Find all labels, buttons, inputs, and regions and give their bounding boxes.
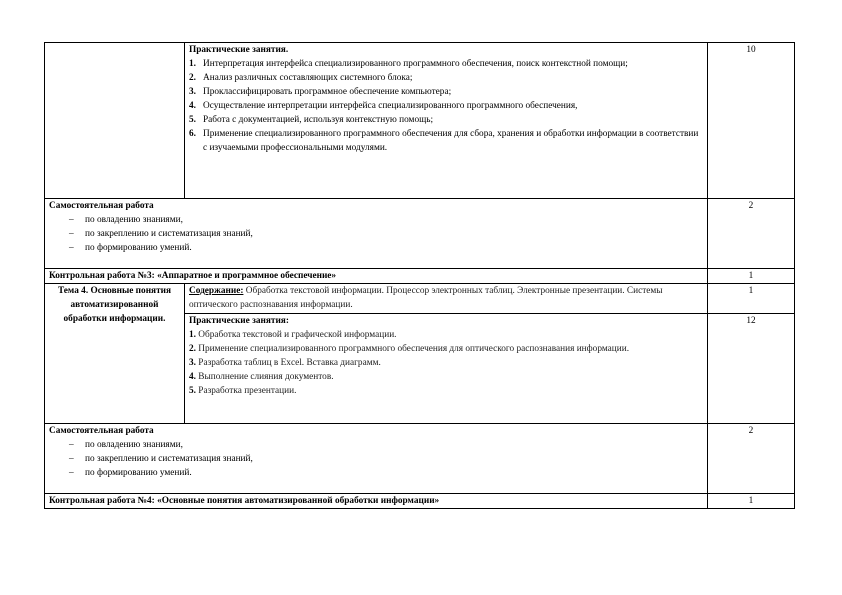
item-number: 3. bbox=[189, 87, 196, 97]
list-item bbox=[49, 438, 703, 452]
list-item bbox=[49, 241, 703, 255]
practice-list bbox=[189, 328, 703, 398]
item-number: 1. bbox=[189, 59, 196, 69]
list-item bbox=[49, 452, 703, 466]
list-item bbox=[189, 127, 703, 155]
practice-heading: Практические занятия. bbox=[189, 45, 289, 55]
control-work-4: Контрольная работа №4: «Основные понятия автоматизированной обработки информации» bbox=[45, 494, 708, 509]
self-work-cell bbox=[45, 424, 708, 494]
item-text: Выполнение слияния документов. bbox=[195, 372, 334, 382]
item-number: 2. bbox=[189, 73, 196, 83]
dash-bullet: – bbox=[69, 440, 74, 450]
dash-bullet: – bbox=[69, 229, 74, 239]
dash-bullet: – bbox=[69, 468, 74, 478]
item-text: по формированию умений. bbox=[85, 468, 192, 478]
item-text: Анализ различных составляющих системного блока; bbox=[203, 73, 413, 83]
list-item bbox=[49, 213, 703, 227]
item-number: 6. bbox=[189, 129, 196, 139]
item-number: 4. bbox=[189, 101, 196, 111]
item-text: Применение специализированного программного обеспечения для сбора, хранения и обработки информации в соответствии с изучаемыми профессиональными модулями. bbox=[203, 129, 699, 153]
hours-cell: 12 bbox=[708, 314, 795, 424]
self-work-title: Самостоятельная работа bbox=[49, 201, 154, 211]
list-item bbox=[189, 328, 703, 342]
list-item bbox=[189, 356, 703, 370]
list-item bbox=[189, 113, 703, 127]
list-item bbox=[189, 384, 703, 398]
practice-cell bbox=[185, 43, 708, 199]
table-row bbox=[45, 494, 795, 509]
list-item bbox=[189, 57, 703, 71]
table-row bbox=[45, 284, 795, 314]
item-text: Разработка таблиц в Excel. Вставка диаграмм. bbox=[195, 358, 381, 368]
practice-cell bbox=[185, 314, 708, 424]
item-number: 5. bbox=[189, 386, 196, 396]
content-cell bbox=[185, 284, 708, 314]
item-text: по закреплению и систематизация знаний, bbox=[85, 229, 253, 239]
list-item bbox=[189, 370, 703, 384]
topic-title: Тема 4. Основные понятия автоматизированной обработки информации. bbox=[45, 284, 185, 424]
self-work-title: Самостоятельная работа bbox=[49, 426, 154, 436]
hours-cell: 1 bbox=[708, 494, 795, 509]
content-text: Обработка текстовой информации. Процессор электронных таблиц. Электронные презентации. Системы оптического распознавания информации. bbox=[189, 286, 663, 310]
item-number: 4. bbox=[189, 372, 196, 382]
practice-heading: Практические занятия: bbox=[189, 316, 289, 326]
item-text: по закреплению и систематизация знаний, bbox=[85, 454, 253, 464]
item-number: 1. bbox=[189, 330, 196, 340]
topic-cell-empty bbox=[45, 43, 185, 199]
item-text: Интерпретация интерфейса специализированного программного обеспечения, поиск контекстной помощи; bbox=[203, 59, 628, 69]
dash-bullet: – bbox=[69, 454, 74, 464]
item-number: 5. bbox=[189, 115, 196, 125]
item-number: 3. bbox=[189, 358, 196, 368]
content-label: Содержание: bbox=[189, 286, 244, 296]
practice-list bbox=[189, 57, 703, 155]
self-work-cell bbox=[45, 199, 708, 269]
table-row bbox=[45, 199, 795, 269]
item-text: Разработка презентации. bbox=[195, 386, 297, 396]
item-text: Работа с документацией, используя контекстную помощь; bbox=[203, 115, 434, 125]
item-text: Обработка текстовой и графической информации. bbox=[195, 330, 397, 340]
hours-cell: 10 bbox=[708, 43, 795, 199]
self-work-list bbox=[49, 438, 703, 480]
list-item bbox=[189, 99, 703, 113]
list-item bbox=[189, 85, 703, 99]
item-text: Применение специализированного программного обеспечения для оптического распознавания информации. bbox=[195, 344, 630, 354]
hours-cell: 1 bbox=[708, 269, 795, 284]
hours-cell: 2 bbox=[708, 199, 795, 269]
table-row bbox=[45, 424, 795, 494]
table-row bbox=[45, 269, 795, 284]
list-item bbox=[189, 342, 703, 356]
item-text: Проклассифицировать программное обеспечение компьютера; bbox=[203, 87, 452, 97]
table-row bbox=[45, 43, 795, 199]
item-text: по овладению знаниями, bbox=[85, 215, 183, 225]
list-item bbox=[189, 71, 703, 85]
self-work-list bbox=[49, 213, 703, 255]
curriculum-table bbox=[44, 42, 795, 509]
item-text: Осуществление интерпретации интерфейса специализированного программного обеспечения, bbox=[203, 101, 578, 111]
item-text: по формированию умений. bbox=[85, 243, 192, 253]
list-item bbox=[49, 227, 703, 241]
item-text: по овладению знаниями, bbox=[85, 440, 183, 450]
dash-bullet: – bbox=[69, 243, 74, 253]
item-number: 2. bbox=[189, 344, 196, 354]
hours-cell: 1 bbox=[708, 284, 795, 314]
list-item bbox=[49, 466, 703, 480]
dash-bullet: – bbox=[69, 215, 74, 225]
control-work-3: Контрольная работа №3: «Аппаратное и программное обеспечение» bbox=[45, 269, 708, 284]
hours-cell: 2 bbox=[708, 424, 795, 494]
